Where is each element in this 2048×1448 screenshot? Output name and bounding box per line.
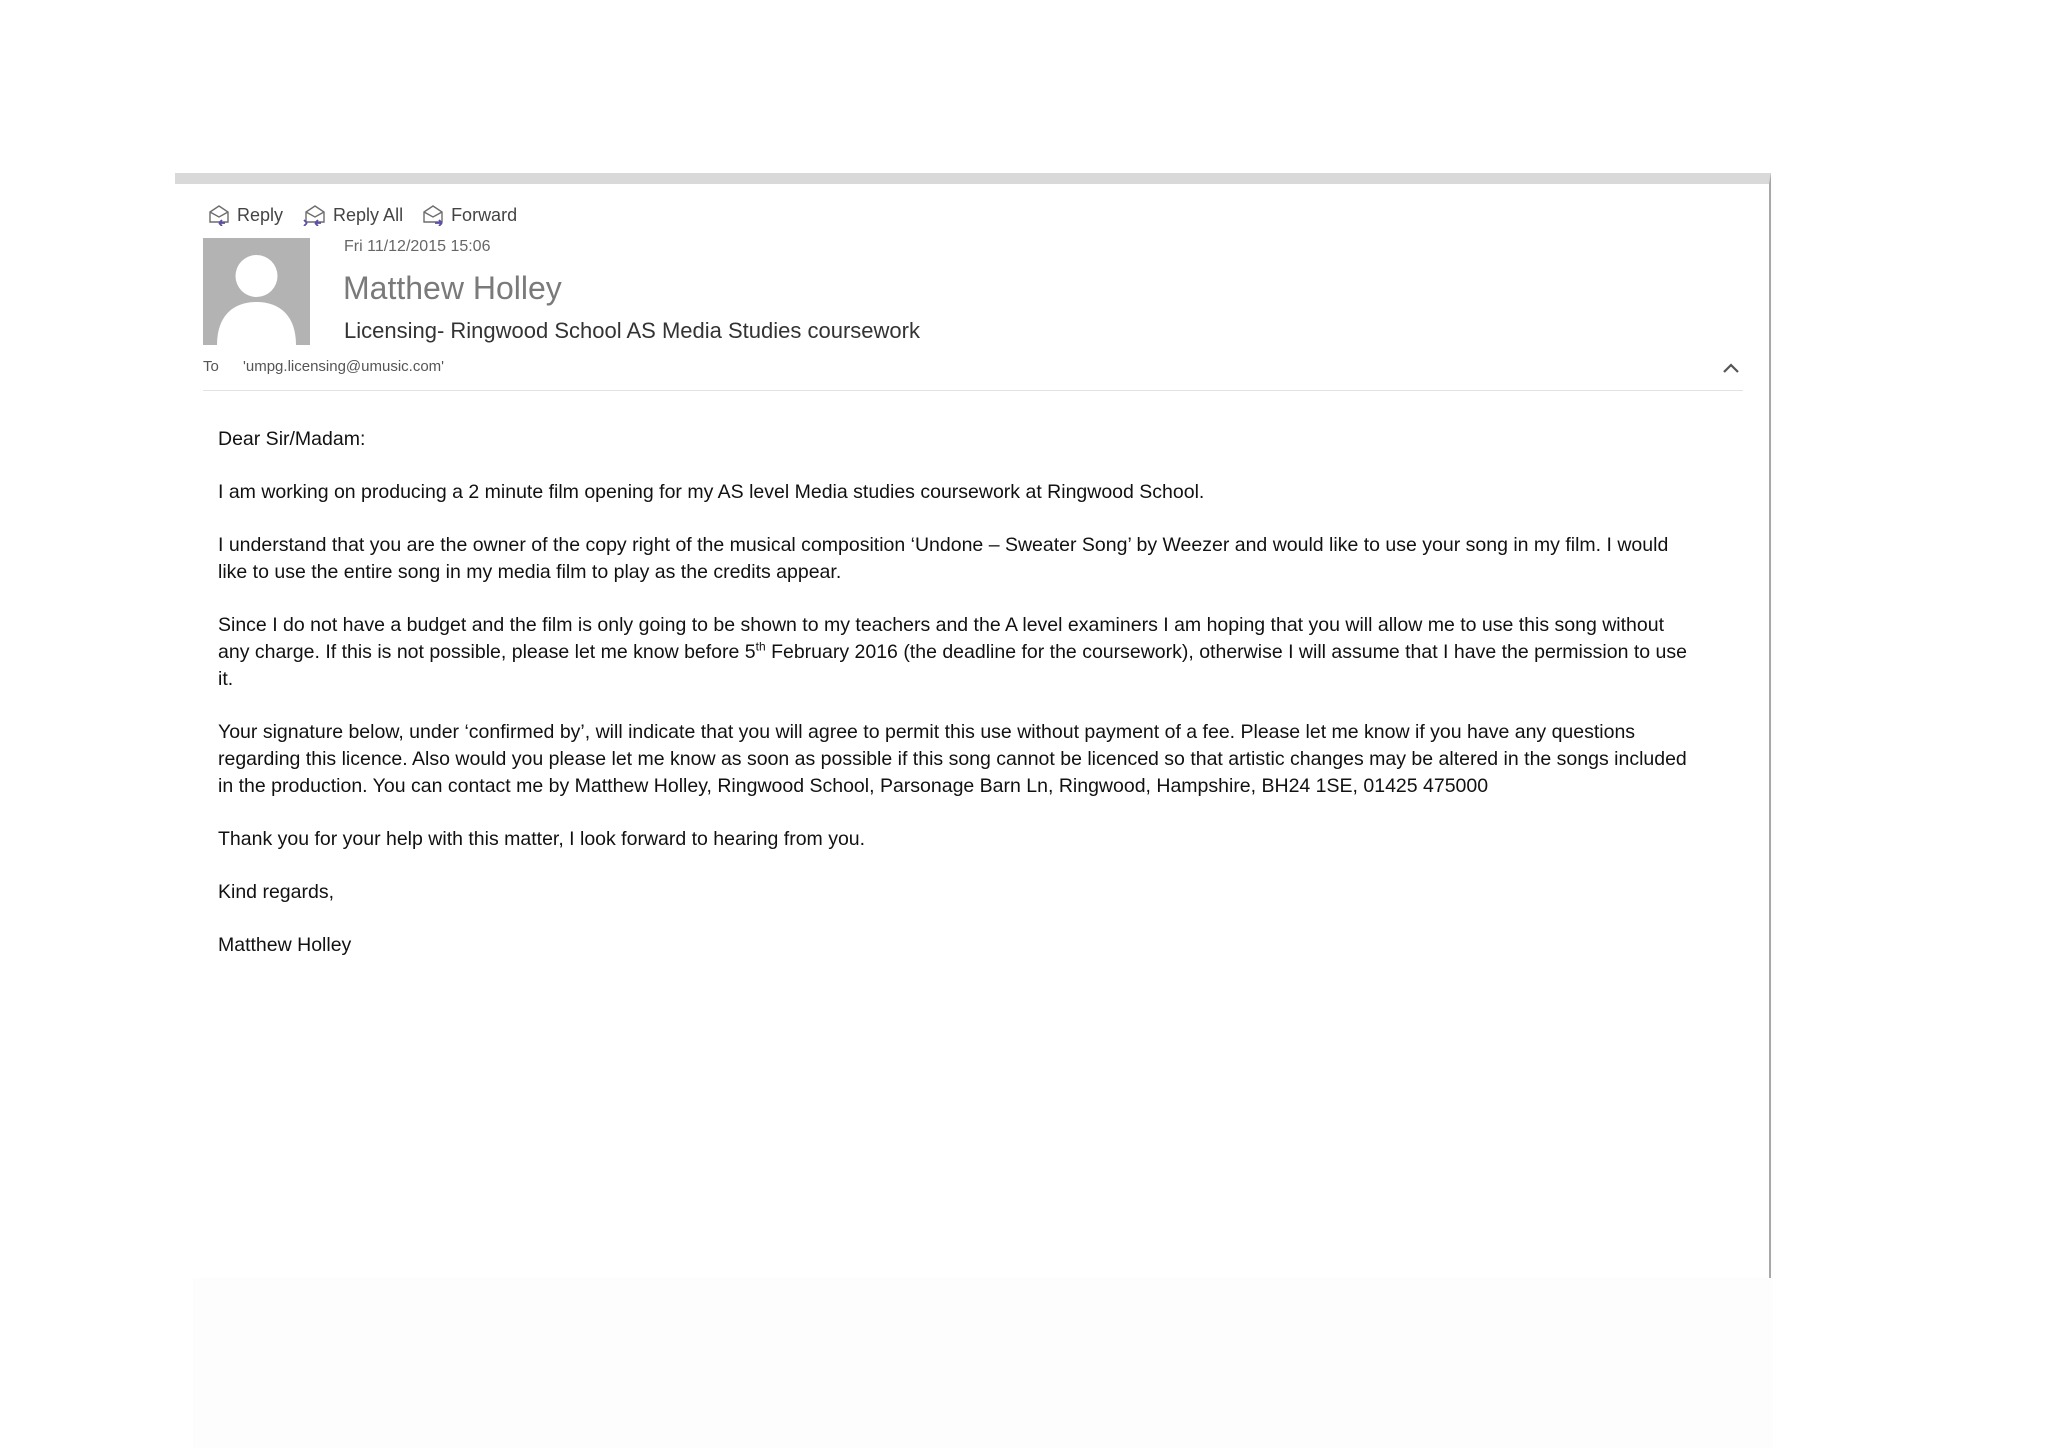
reply-label: Reply bbox=[237, 204, 284, 225]
forward-button[interactable] bbox=[421, 204, 517, 226]
recipient-address[interactable]: 'umpg.licensing@umusic.com' bbox=[243, 358, 445, 375]
paragraph-5: Thank you for your help with this matter, I look forward to hearing from you. bbox=[218, 828, 866, 850]
reply-all-icon bbox=[301, 204, 327, 226]
person-icon bbox=[203, 238, 310, 345]
message-body bbox=[218, 426, 1698, 985]
ordinal-suffix: th bbox=[755, 639, 766, 654]
message-toolbar bbox=[207, 200, 517, 230]
paragraph-3-start: Since I do not have a budget and the film is only going to be shown to my teachers and the A level examiners I am hoping that you will allow me to use this song without any charge. If this is not possible, please let me know before 5 bbox=[218, 614, 1665, 663]
signature: Matthew Holley bbox=[218, 934, 352, 956]
forward-icon bbox=[421, 204, 445, 226]
closing: Kind regards, bbox=[218, 881, 334, 903]
email-subject: Licensing- Ringwood School AS Media Studies coursework bbox=[344, 318, 920, 343]
paragraph-3-end: February 2016 (the deadline for the coursework), otherwise I will assume that I have the permission to use it. bbox=[218, 641, 1687, 690]
chevron-up-icon bbox=[1718, 357, 1744, 379]
to-label: To bbox=[203, 358, 219, 375]
recipient-line bbox=[203, 358, 444, 375]
sent-date: Fri 11/12/2015 15:06 bbox=[344, 238, 491, 255]
greeting: Dear Sir/Madam: bbox=[218, 428, 366, 450]
paragraph-1: I am working on producing a 2 minute film opening for my AS level Media studies coursework at Ringwood School. bbox=[218, 481, 1205, 503]
paragraph-3 bbox=[218, 612, 1698, 693]
reply-icon bbox=[207, 204, 231, 226]
reply-button[interactable] bbox=[207, 204, 283, 226]
sender-avatar bbox=[203, 238, 310, 345]
collapse-header-button[interactable] bbox=[1718, 357, 1744, 379]
reply-all-label: Reply All bbox=[333, 204, 404, 225]
reply-all-button[interactable] bbox=[301, 204, 403, 226]
header-divider bbox=[203, 390, 1743, 391]
forward-label: Forward bbox=[451, 204, 518, 225]
sender-name: Matthew Holley bbox=[343, 270, 562, 306]
paragraph-4: Your signature below, under ‘confirmed by’, will indicate that you will agree to permit this use without payment of a fee. Please let me know if you have any questions regarding this licence. Also would you please let me know as soon as possible if this song cannot be licenced so that artistic changes may be altered in the songs included in the production. You can contact me by Matthew Holley, Ringwood School, Parsonage Barn Ln, Ringwood, Hampshire, BH24 1SE, 01425 475000 bbox=[218, 721, 1687, 797]
paragraph-2: I understand that you are the owner of the copy right of the musical composition ‘Undone – Sweater Song’ by Weezer and would like to use your song in my film. I would like to use the entire song in my media film to play as the credits appear. bbox=[218, 534, 1669, 583]
